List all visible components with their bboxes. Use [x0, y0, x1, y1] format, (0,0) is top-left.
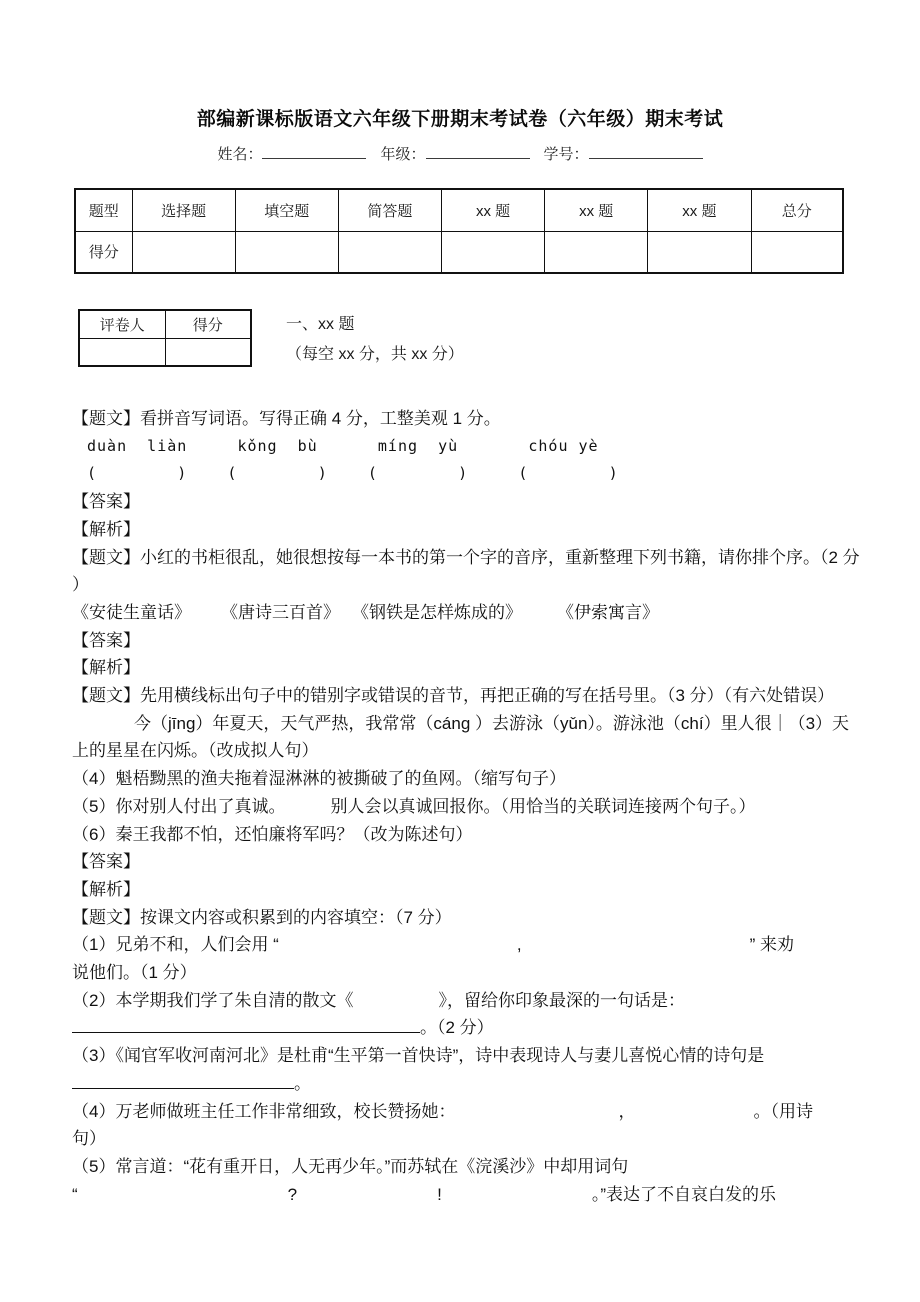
blank-underline: [72, 1018, 420, 1033]
text-run: 》，留给你印象最深的一句话是：: [438, 990, 685, 1010]
exam-text-line: [72, 876, 862, 904]
score-col-total: 总分: [751, 189, 843, 231]
score-col-xx-2: xx 题: [545, 189, 648, 231]
text-run: 《钢铁是怎样炼成的》: [352, 602, 522, 622]
score-col-short-answer: 简答题: [338, 189, 441, 231]
text-run: ）: [72, 575, 89, 595]
exam-text-line: [72, 793, 862, 821]
text-run: （1）兄弟不和，人们会用 “: [72, 935, 279, 955]
exam-text-line: [72, 1098, 862, 1126]
text-run: 【题文】看拼音写词语。写得正确 4 分，工整美观 1 分。: [72, 409, 501, 428]
text-run: 句）: [72, 1129, 106, 1149]
exam-text-line: [72, 931, 862, 959]
score-row-label: 得分: [75, 231, 132, 273]
text-run: ，: [618, 1101, 636, 1121]
exam-text-line: [72, 1042, 862, 1070]
blank-space: [455, 1116, 618, 1117]
text-run: 说他们。（1 分）: [72, 963, 197, 983]
exam-text-line: [72, 1153, 862, 1181]
exam-text-line: [72, 959, 862, 987]
grade-blank: [426, 146, 530, 159]
score-table-score-row: [75, 231, 843, 273]
text-run: 《唐诗三百首》: [221, 602, 340, 622]
exam-text-line: [72, 904, 862, 932]
score-col-question-type: 题型: [75, 189, 132, 231]
blank-space: [442, 1199, 592, 1200]
text-run: （2）本学期我们学了朱自清的散文《: [72, 990, 354, 1010]
blank-space: [522, 949, 750, 950]
exam-text-line: [72, 405, 862, 433]
exam-text-line: [72, 682, 862, 710]
exam-text-line: [72, 627, 862, 655]
page-title: 部编新课标版语文六年级下册期末考试卷（六年级）期末考试: [196, 109, 724, 130]
blank-space: [522, 617, 557, 618]
score-cell-empty: [235, 231, 338, 273]
exam-text-line: [72, 987, 862, 1015]
text-run: 【题文】小红的书柜很乱，她很想按每一本书的第一个字的音序，重新整理下列书籍，请你排个序。（2 分: [72, 547, 860, 567]
score-cell-empty: [648, 231, 751, 273]
score-col-fill-blank: 填空题: [235, 189, 338, 231]
text-run: （4）万老师做班主任工作非常细致，校长赞扬她：: [72, 1101, 456, 1121]
blank-space: [78, 1199, 288, 1200]
grader-table-header-row: [79, 310, 251, 338]
score-col-multiple-choice: 选择题: [132, 189, 235, 231]
blank-space: [635, 1116, 753, 1117]
blank-underline: [72, 1074, 294, 1089]
student-no-blank: [589, 146, 703, 159]
text-run: ” 来劝: [749, 935, 794, 955]
grader-table-empty-row: [79, 338, 251, 366]
exam-text-line: [72, 488, 862, 516]
name-label: 姓名：: [217, 146, 263, 163]
text-run: 。（用诗: [753, 1101, 813, 1121]
text-run: 。”表达了不自哀白发的乐: [591, 1184, 777, 1204]
blank-space: [279, 949, 517, 950]
score-table-header-row: [75, 189, 843, 231]
exam-text-line: [72, 737, 862, 765]
text-run: 【答案】: [72, 630, 140, 650]
text-run: !: [437, 1184, 442, 1204]
text-run: ( ) ( ) ( ) ( ): [87, 464, 619, 483]
student-no-label: 学号：: [543, 146, 589, 163]
exam-text-line: [72, 1125, 862, 1153]
exam-text-line: [72, 710, 862, 738]
grader-cell-empty: [79, 338, 165, 366]
exam-text-line: [72, 433, 862, 461]
text-run: ,: [516, 935, 522, 955]
grader-cell-empty: [165, 338, 251, 366]
score-col-xx-3: xx 题: [648, 189, 751, 231]
text-run: 【题文】按课文内容或积累到的内容填空：（7 分）: [72, 907, 452, 927]
text-run: ?: [287, 1184, 298, 1204]
exam-text-line: [72, 571, 862, 599]
blank-space: [191, 617, 221, 618]
grader-section: [78, 309, 920, 367]
score-cell-empty: [338, 231, 441, 273]
exam-text-line: [72, 544, 862, 572]
grader-col-score: 得分: [165, 310, 251, 338]
blank-space: [297, 1199, 437, 1200]
text-run: 【答案】: [72, 492, 140, 512]
blank-space: [340, 617, 352, 618]
exam-text-line: [72, 516, 862, 544]
grader-col-reviewer: 评卷人: [79, 310, 165, 338]
text-run: 【解析】: [72, 519, 140, 539]
score-cell-empty: [545, 231, 648, 273]
text-run: （5）你对别人付出了真诚。: [72, 796, 286, 816]
score-cell-empty: [132, 231, 235, 273]
text-run: 【题文】先用横线标出句子中的错别字或错误的音节，再把正确的写在括号里。（3 分）（有六处错误）: [72, 686, 835, 706]
text-run: （3）《闻官军收河南河北》是杜甫“生平第一首快诗”，诗中表现诗人与妻儿喜悦心情的诗句是: [72, 1046, 765, 1066]
section-heading: 一、xx 题: [286, 316, 355, 333]
exam-text-line: [72, 765, 862, 793]
text-run: 【解析】: [72, 879, 140, 899]
text-run: （5）常言道：“花有重开日，人无再少年。”而苏轼在《浣溪沙》中却用词句: [72, 1156, 629, 1176]
section-score-note: （每空 xx 分，共 xx 分）: [286, 346, 464, 363]
student-info-line: [0, 143, 920, 164]
exam-text-line: [72, 654, 862, 682]
text-run: （6）秦王我都不怕，还怕廉将军吗？（改为陈述句）: [72, 824, 473, 844]
name-blank: [262, 146, 366, 159]
grader-table: [78, 309, 252, 367]
text-run: 上的星星在闪烁。（改成拟人句）: [72, 741, 319, 761]
exam-text-line: [72, 848, 862, 876]
section-heading-block: [286, 309, 464, 364]
text-run: （4）魁梧黝黑的渔夫拖着湿淋淋的被撕破了的鱼网。（缩写句子）: [72, 769, 566, 789]
text-run: 。（2 分）: [420, 1018, 494, 1038]
blank-space: [353, 1005, 438, 1006]
exam-text-line: [72, 1181, 862, 1209]
exam-text-line: [72, 821, 862, 849]
exam-text-line: [72, 599, 862, 627]
text-run: 【答案】: [72, 852, 140, 872]
exam-text-line: [72, 1014, 862, 1042]
text-run: duàn liàn kǒng bù míng yù chóu yè: [87, 436, 599, 455]
score-col-xx-1: xx 题: [441, 189, 544, 231]
score-cell-empty: [751, 231, 843, 273]
score-summary-table: [74, 188, 844, 274]
text-run: 今（jīng）年夏天，天气严热，我常常（cáng ）去游泳（yǔn）。游泳池（chí）里人很｜（3）天: [134, 713, 850, 733]
exam-body: [72, 405, 862, 1208]
grade-label: 年级：: [380, 146, 426, 163]
blank-space: [72, 728, 134, 729]
text-run: 别人会以真诚回报你。（用恰当的关联词连接两个句子。）: [330, 796, 756, 816]
blank-space: [285, 811, 330, 812]
text-run: 《安徒生童话》: [72, 602, 191, 622]
text-run: “: [72, 1184, 78, 1204]
text-run: 【解析】: [72, 658, 140, 678]
exam-text-line: [72, 1070, 862, 1098]
score-cell-empty: [441, 231, 544, 273]
text-run: 《伊索寓言》: [557, 602, 659, 622]
exam-text-line: [72, 460, 862, 488]
text-run: 。: [294, 1073, 311, 1093]
